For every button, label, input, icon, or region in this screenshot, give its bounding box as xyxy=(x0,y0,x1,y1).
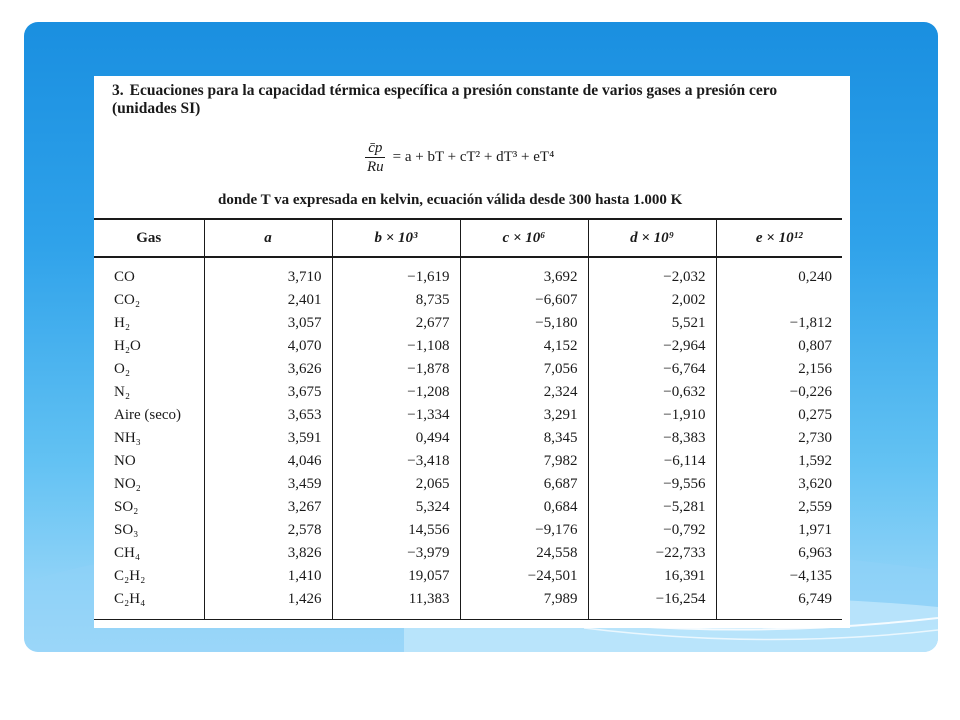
coefficient-b-cell: 8,735 xyxy=(332,289,460,312)
coefficient-c-cell: 3,692 xyxy=(460,257,588,289)
coefficient-b-cell: 5,324 xyxy=(332,496,460,519)
gas-name-cell: SO₃ xyxy=(114,522,139,538)
equation-fraction xyxy=(364,139,387,176)
coefficient-d-cell: −6,114 xyxy=(588,450,716,473)
coefficient-a-cell: 2,578 xyxy=(204,519,332,542)
table-row xyxy=(94,289,842,312)
coefficient-c-cell: 0,684 xyxy=(460,496,588,519)
coefficient-b-cell: −1,878 xyxy=(332,358,460,381)
validity-note: donde T va expresada en kelvin, ecuación válida desde 300 hasta 1.000 K xyxy=(218,192,683,208)
table-row xyxy=(94,381,842,404)
gas-name-cell: NH₃ xyxy=(114,430,141,446)
column-header-5: e × 10¹² xyxy=(716,219,842,257)
coefficient-d-cell: −0,792 xyxy=(588,519,716,542)
title-number: 3. xyxy=(112,82,124,99)
coefficient-a-cell: 3,653 xyxy=(204,404,332,427)
title-text: Ecuaciones para la capacidad térmica específica a presión constante de varios gases a presión cero (unidades SI) xyxy=(112,82,778,117)
coefficient-a-cell: 3,710 xyxy=(204,257,332,289)
coefficients-table xyxy=(94,218,842,620)
gas-name-cell: H₂O xyxy=(114,338,141,354)
equation-denominator: Ru xyxy=(367,158,384,175)
coefficient-a-cell: 3,057 xyxy=(204,312,332,335)
coefficient-c-cell: 2,324 xyxy=(460,381,588,404)
coefficient-a-cell: 3,626 xyxy=(204,358,332,381)
coefficient-c-cell: 6,687 xyxy=(460,473,588,496)
gas-name-cell: CH₄ xyxy=(114,545,141,561)
coefficient-c-cell: −9,176 xyxy=(460,519,588,542)
coefficient-e-cell: 0,275 xyxy=(716,404,842,427)
coefficient-b-cell: −1,334 xyxy=(332,404,460,427)
coefficient-b-cell: −1,208 xyxy=(332,381,460,404)
table-row xyxy=(94,450,842,473)
gas-name-cell: O₂ xyxy=(114,361,131,377)
coefficient-e-cell: −0,226 xyxy=(716,381,842,404)
gas-name-cell: C₂H₄ xyxy=(94,588,204,620)
coefficient-b-cell: 0,494 xyxy=(332,427,460,450)
coefficient-b-cell: −3,418 xyxy=(332,450,460,473)
column-header-1: a xyxy=(204,219,332,257)
gas-name-cell: NO₂ xyxy=(114,476,141,492)
coefficient-a-cell: 3,675 xyxy=(204,381,332,404)
table-row xyxy=(94,404,842,427)
coefficient-b-cell: −3,979 xyxy=(332,542,460,565)
coefficient-d-cell: −9,556 xyxy=(588,473,716,496)
coefficient-d-cell: −8,383 xyxy=(588,427,716,450)
coefficient-a-cell: 4,046 xyxy=(204,450,332,473)
table-row xyxy=(94,427,842,450)
coefficient-c-cell: 24,558 xyxy=(460,542,588,565)
coefficient-d-cell: −6,764 xyxy=(588,358,716,381)
coefficient-e-cell: 2,730 xyxy=(716,427,842,450)
table-body xyxy=(94,257,842,620)
gas-name-cell: CO xyxy=(114,269,135,285)
table-row xyxy=(94,358,842,381)
coefficient-e-cell: −1,812 xyxy=(716,312,842,335)
coefficient-d-cell: −16,254 xyxy=(588,588,716,620)
coefficient-e-cell: 0,240 xyxy=(716,257,842,289)
gas-name-cell: C₂H₂ xyxy=(114,568,146,584)
coefficient-e-cell: 2,156 xyxy=(716,358,842,381)
table-row xyxy=(94,588,842,620)
coefficient-b-cell: 14,556 xyxy=(332,519,460,542)
coefficient-e-cell: 0,807 xyxy=(716,335,842,358)
coefficient-a-cell: 3,267 xyxy=(204,496,332,519)
coefficient-e-cell: 1,971 xyxy=(716,519,842,542)
coefficient-c-cell: 7,056 xyxy=(460,358,588,381)
coefficient-d-cell: −1,910 xyxy=(588,404,716,427)
coefficient-e-cell: 1,592 xyxy=(716,450,842,473)
scanned-document xyxy=(94,76,850,628)
coefficient-a-cell: 3,459 xyxy=(204,473,332,496)
coefficient-e-cell: −4,135 xyxy=(716,565,842,588)
equation-rhs: = a + bT + cT² + dT³ + eT⁴ xyxy=(392,148,555,165)
coefficient-c-cell: −5,180 xyxy=(460,312,588,335)
coefficient-d-cell: −5,281 xyxy=(588,496,716,519)
coefficient-b-cell: 2,677 xyxy=(332,312,460,335)
coefficient-c-cell: 8,345 xyxy=(460,427,588,450)
gas-name-cell: SO₂ xyxy=(114,499,139,515)
coefficient-a-cell: 3,826 xyxy=(204,542,332,565)
coefficient-a-cell: 2,401 xyxy=(204,289,332,312)
table-row xyxy=(94,542,842,565)
gas-name-cell: Aire (seco) xyxy=(114,407,182,423)
coefficient-c-cell: 7,989 xyxy=(460,588,588,620)
coefficient-b-cell: 2,065 xyxy=(332,473,460,496)
table-row xyxy=(94,335,842,358)
coefficient-a-cell: 1,426 xyxy=(204,588,332,620)
gas-name-cell: NO xyxy=(114,453,136,469)
table-row xyxy=(94,519,842,542)
coefficient-e-cell xyxy=(716,289,842,312)
coefficient-a-cell: 3,591 xyxy=(204,427,332,450)
coefficient-e-cell: 2,559 xyxy=(716,496,842,519)
coefficient-e-cell: 6,749 xyxy=(716,588,842,620)
coefficient-b-cell: 19,057 xyxy=(332,565,460,588)
document-title xyxy=(112,82,832,118)
coefficient-d-cell: 2,002 xyxy=(588,289,716,312)
coefficient-d-cell: −0,632 xyxy=(588,381,716,404)
table-header-row xyxy=(94,219,842,257)
equation-numerator: c̄p xyxy=(365,139,385,158)
table-row xyxy=(94,473,842,496)
gas-name-cell: N₂ xyxy=(114,384,131,400)
coefficient-c-cell: 4,152 xyxy=(460,335,588,358)
coefficient-e-cell: 6,963 xyxy=(716,542,842,565)
gas-name-cell: CO₂ xyxy=(114,292,141,308)
gas-name-cell: H₂ xyxy=(114,315,131,331)
coefficient-c-cell: 3,291 xyxy=(460,404,588,427)
heat-capacity-equation xyxy=(364,136,554,178)
coefficient-d-cell: −22,733 xyxy=(588,542,716,565)
coefficient-c-cell: 7,982 xyxy=(460,450,588,473)
column-header-3: c × 10⁶ xyxy=(460,219,588,257)
coefficient-d-cell: −2,032 xyxy=(588,257,716,289)
coefficient-d-cell: −2,964 xyxy=(588,335,716,358)
column-header-0: Gas xyxy=(94,219,204,257)
coefficient-b-cell: −1,108 xyxy=(332,335,460,358)
coefficient-d-cell: 16,391 xyxy=(588,565,716,588)
table-row xyxy=(94,257,842,289)
coefficient-d-cell: 5,521 xyxy=(588,312,716,335)
table-row xyxy=(94,565,842,588)
coefficient-c-cell: −6,607 xyxy=(460,289,588,312)
coefficient-a-cell: 1,410 xyxy=(204,565,332,588)
table-row xyxy=(94,496,842,519)
column-header-2: b × 10³ xyxy=(332,219,460,257)
coefficient-b-cell: −1,619 xyxy=(332,257,460,289)
column-header-4: d × 10⁹ xyxy=(588,219,716,257)
coefficient-b-cell: 11,383 xyxy=(332,588,460,620)
coefficient-e-cell: 3,620 xyxy=(716,473,842,496)
coefficient-c-cell: −24,501 xyxy=(460,565,588,588)
coefficient-a-cell: 4,070 xyxy=(204,335,332,358)
table-row xyxy=(94,312,842,335)
